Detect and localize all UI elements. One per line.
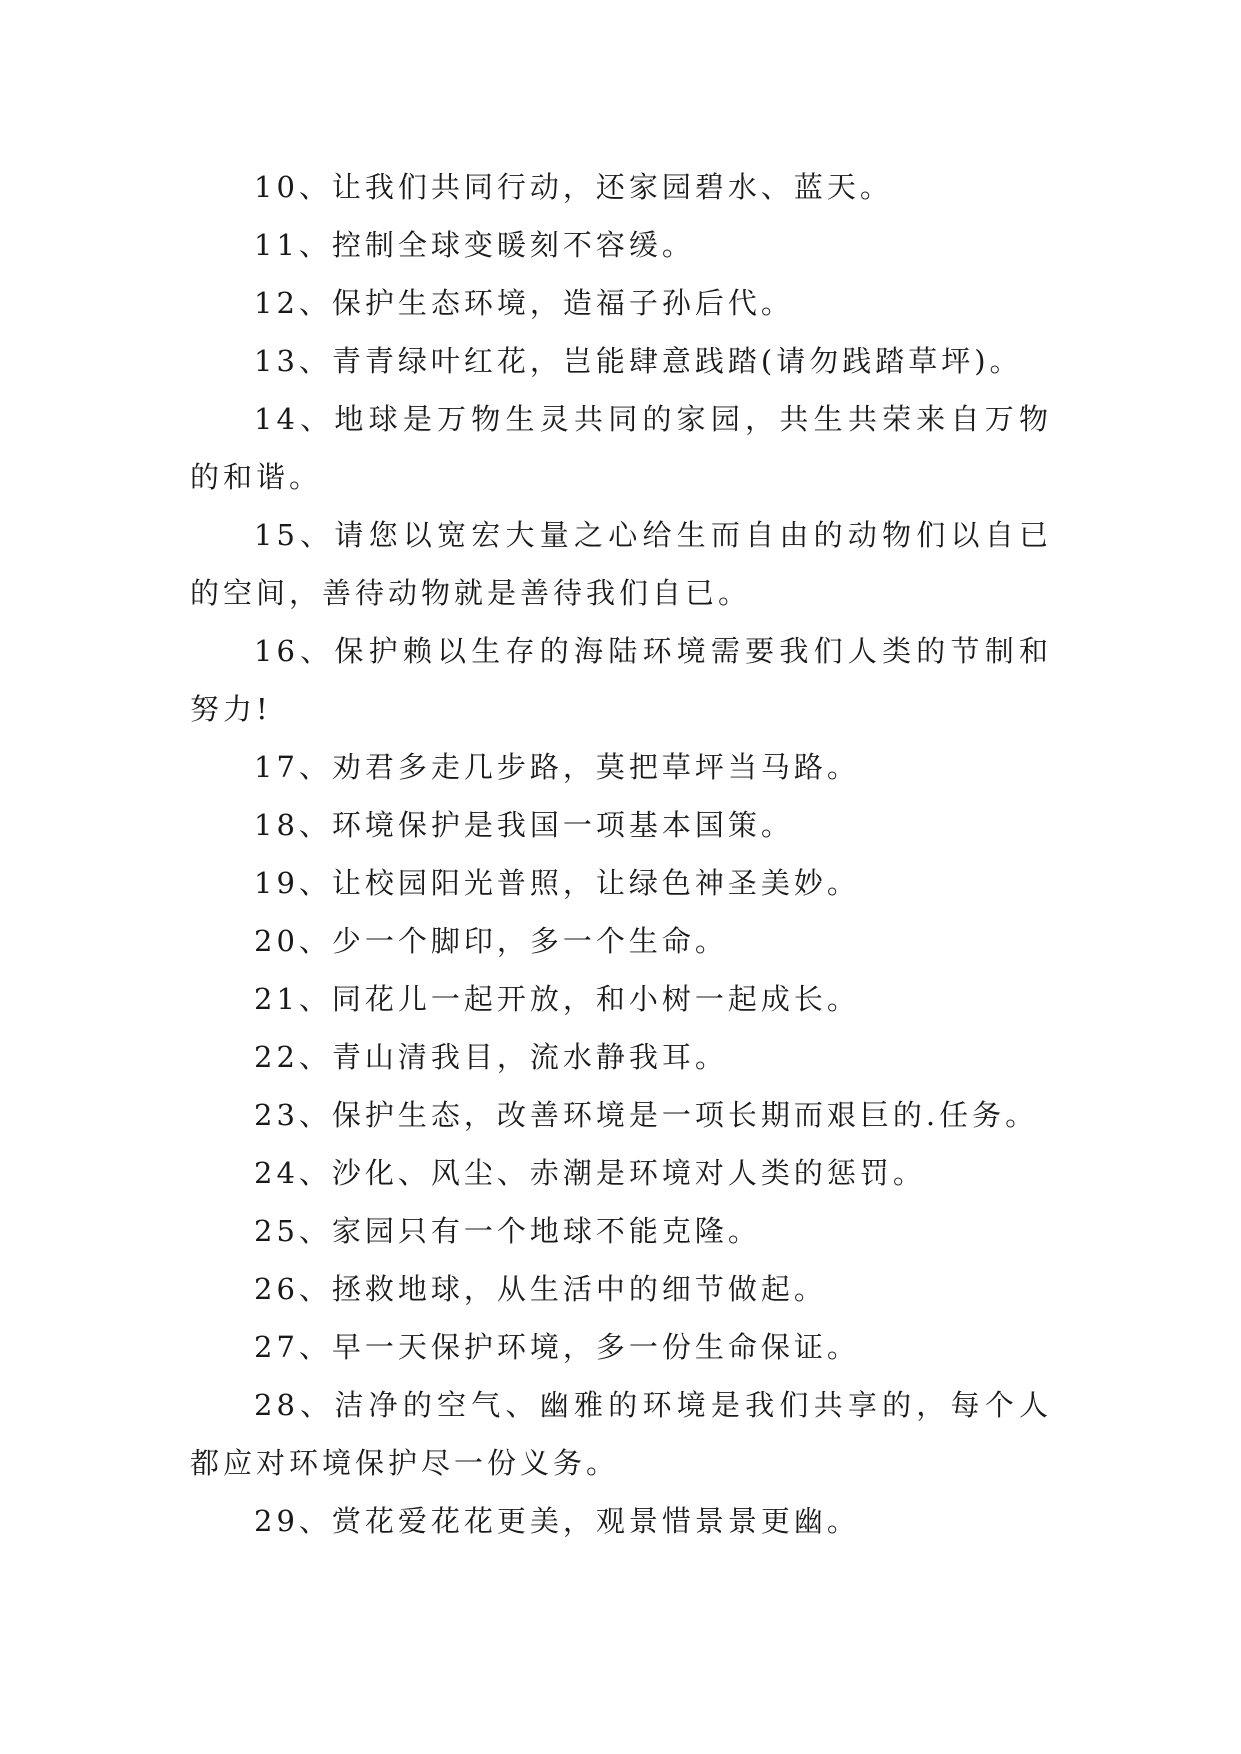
slogan-paragraph: 14、地球是万物生灵共同的家园，共生共荣来自万物的和谐。	[190, 402, 1052, 494]
slogan-paragraph: 24、沙化、风尘、赤潮是环境对人类的惩罚。	[254, 1156, 926, 1190]
slogan-paragraph: 19、让校园阳光普照，让绿色神圣美妙。	[254, 866, 860, 900]
slogan-paragraph: 26、拯救地球，从生活中的细节做起。	[254, 1272, 827, 1306]
slogan-paragraph: 15、请您以宽宏大量之心给生而自由的动物们以自已的空间，善待动物就是善待我们自已。	[190, 518, 1052, 610]
slogan-paragraph: 20、少一个脚印，多一个生命。	[254, 924, 728, 958]
slogan-paragraph: 28、洁净的空气、幽雅的环境是我们共享的，每个人都应对环境保护尽一份义务。	[190, 1388, 1052, 1480]
slogan-paragraph: 25、家园只有一个地球不能克隆。	[254, 1214, 761, 1248]
document-body	[190, 158, 1052, 1550]
slogan-paragraph: 10、让我们共同行动，还家园碧水、蓝天。	[254, 170, 893, 204]
slogan-paragraph: 13、青青绿叶红花，岂能肆意践踏(请勿践踏草坪)。	[254, 344, 1023, 378]
slogan-paragraph: 18、环境保护是我国一项基本国策。	[254, 808, 794, 842]
slogan-paragraph: 11、控制全球变暖刻不容缓。	[254, 228, 695, 262]
slogan-paragraph: 21、同花儿一起开放，和小树一起成长。	[254, 982, 860, 1016]
slogan-paragraph: 29、赏花爱花花更美，观景惜景景更幽。	[254, 1504, 860, 1538]
slogan-paragraph: 16、保护赖以生存的海陆环境需要我们人类的节制和努力!	[190, 634, 1052, 726]
slogan-paragraph: 27、早一天保护环境，多一份生命保证。	[254, 1330, 860, 1364]
slogan-paragraph: 23、保护生态，改善环境是一项长期而艰巨的.任务。	[254, 1098, 1039, 1132]
slogan-paragraph: 22、青山清我目，流水静我耳。	[254, 1040, 728, 1074]
slogan-paragraph: 17、劝君多走几步路，莫把草坪当马路。	[254, 750, 860, 784]
slogan-paragraph: 12、保护生态环境，造福子孙后代。	[254, 286, 794, 320]
